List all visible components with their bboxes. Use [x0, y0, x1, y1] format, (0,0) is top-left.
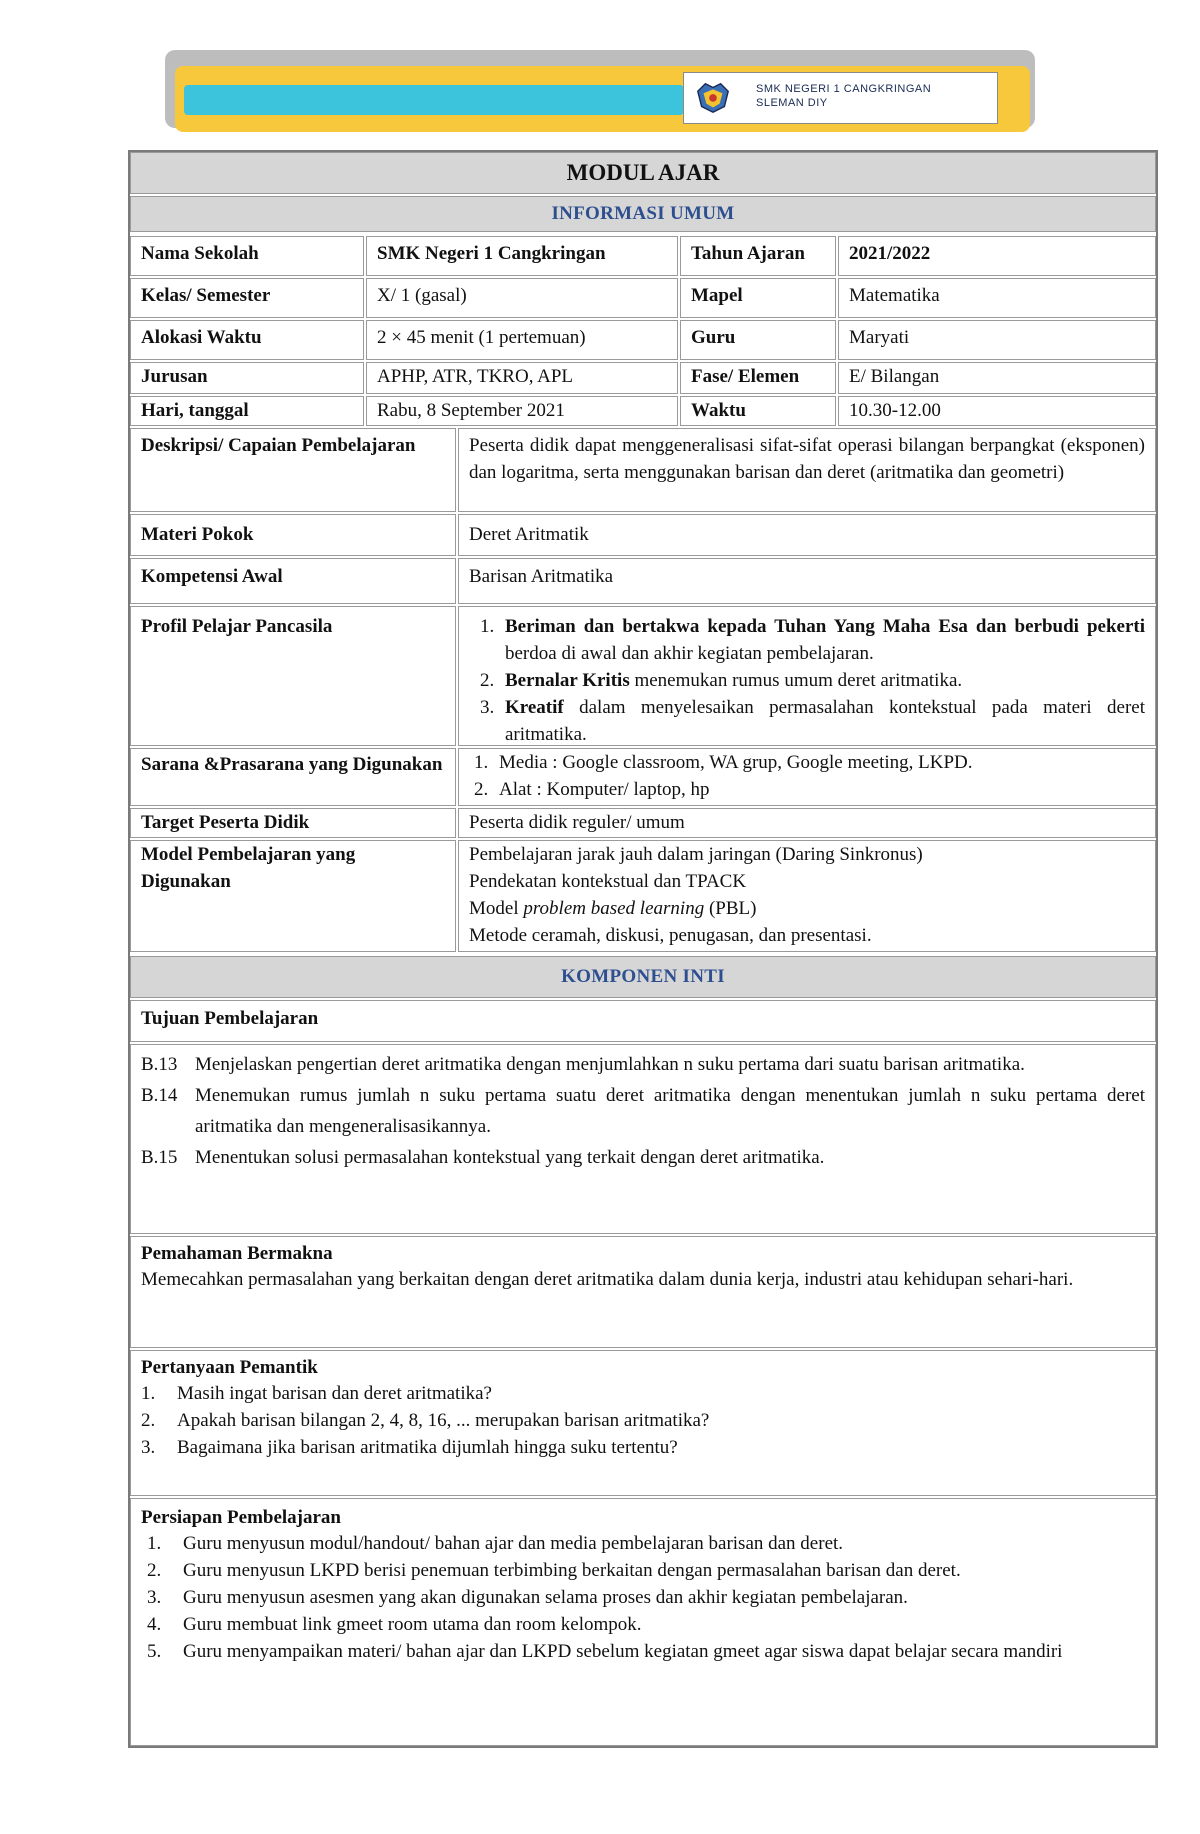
pertanyaan-item: [141, 1434, 1145, 1461]
value-sarana: [458, 748, 1156, 806]
label-tujuan: Tujuan Pembelajaran: [130, 1000, 1156, 1042]
label-pemahaman: Pemahaman Bermakna: [141, 1243, 333, 1264]
school-logo-line1: SMK NEGERI 1 CANGKRINGAN: [756, 83, 932, 95]
label-profil-pancasila: Profil Pelajar Pancasila: [130, 606, 456, 746]
model-line-italic: problem based learning: [523, 898, 705, 919]
label-mapel: Mapel: [680, 278, 836, 318]
value-kompetensi-awal: Barisan Aritmatika: [458, 558, 1156, 604]
profil-item-bold: Bernalar Kritis: [505, 670, 630, 691]
value-alokasi-waktu: 2 × 45 menit (1 pertemuan): [366, 320, 678, 360]
objective-code: B.14: [141, 1085, 178, 1106]
list-marker: 1.: [141, 1383, 156, 1404]
objective-code: B.13: [141, 1054, 178, 1075]
value-guru: Maryati: [838, 320, 1156, 360]
value-hari-tanggal: Rabu, 8 September 2021: [366, 396, 678, 426]
value-fase: E/ Bilangan: [838, 362, 1156, 394]
persiapan-item: [141, 1611, 1145, 1638]
persiapan-text: Guru membuat link gmeet room utama dan room kelompok.: [183, 1614, 642, 1635]
persiapan-item: [141, 1557, 1145, 1584]
pertanyaan-item: [141, 1380, 1145, 1407]
school-logo-line2: SLEMAN DIY: [756, 97, 828, 109]
label-pertanyaan: Pertanyaan Pemantik: [141, 1357, 318, 1378]
label-nama-sekolah: Nama Sekolah: [130, 236, 364, 276]
label-kelas: Kelas/ Semester: [130, 278, 364, 318]
persiapan-box: [130, 1498, 1156, 1746]
profil-item: [499, 667, 1145, 694]
list-marker: 2.: [147, 1560, 162, 1581]
pemahaman-box: [130, 1236, 1156, 1348]
label-guru: Guru: [680, 320, 836, 360]
list-marker: 2.: [141, 1410, 156, 1431]
label-model: Model Pembelajaran yang Digunakan: [130, 840, 456, 952]
objective-code: B.15: [141, 1147, 178, 1168]
header-banner-stripe: [184, 85, 684, 115]
pertanyaan-list: [141, 1380, 1145, 1461]
value-kelas: X/ 1 (gasal): [366, 278, 678, 318]
label-hari-tanggal: Hari, tanggal: [130, 396, 364, 426]
school-crest-icon: [694, 78, 732, 116]
list-marker: 5.: [147, 1641, 162, 1662]
persiapan-item: [141, 1530, 1145, 1557]
model-line: [469, 895, 1145, 922]
sarana-item: 1. Media : Google classroom, WA grup, Google meeting, LKPD.: [493, 749, 1145, 776]
profil-item-text: berdoa di awal dan akhir kegiatan pembelajaran.: [505, 643, 874, 664]
school-logo-text: [756, 82, 931, 110]
label-waktu: Waktu: [680, 396, 836, 426]
sarana-list: [469, 749, 1145, 803]
persiapan-text: Guru menyusun asesmen yang akan digunakan selama proses dan akhir kegiatan pembelajaran.: [183, 1587, 908, 1608]
page-title: MODUL AJAR: [130, 152, 1156, 194]
persiapan-item: [141, 1584, 1145, 1611]
value-jurusan: APHP, ATR, TKRO, APL: [366, 362, 678, 394]
pertanyaan-item: [141, 1407, 1145, 1434]
model-line: Pendekatan kontekstual dan TPACK: [469, 871, 747, 892]
value-target: Peserta didik reguler/ umum: [458, 808, 1156, 838]
komponen-inti-heading: KOMPONEN INTI: [130, 956, 1156, 998]
pertanyaan-text: Apakah barisan bilangan 2, 4, 8, 16, ... merupakan barisan aritmatika?: [177, 1410, 710, 1431]
persiapan-text: Guru menyampaikan materi/ bahan ajar dan LKPD sebelum kegiatan gmeet agar siswa dapat belajar secara mandiri: [183, 1641, 1063, 1662]
objective-text: Menentukan solusi permasalahan kontekstual yang terkait dengan deret aritmatika.: [195, 1147, 825, 1168]
label-kompetensi-awal: Kompetensi Awal: [130, 558, 456, 604]
label-sarana: Sarana &Prasarana yang Digunakan: [130, 748, 456, 806]
label-materi-pokok: Materi Pokok: [130, 514, 456, 556]
model-line: Metode ceramah, diskusi, penugasan, dan presentasi.: [469, 925, 872, 946]
profil-item-text: menemukan rumus umum deret aritmatika.: [629, 670, 963, 691]
tujuan-box: [130, 1044, 1156, 1234]
profil-list: [469, 613, 1145, 748]
label-jurusan: Jurusan: [130, 362, 364, 394]
model-line-suffix: (PBL): [704, 898, 757, 919]
profil-item-bold: Beriman dan bertakwa kepada Tuhan Yang Maha Esa dan berbudi pekerti: [505, 616, 1145, 637]
objective-item: [141, 1049, 1145, 1080]
value-profil-pancasila: [458, 606, 1156, 746]
profil-item: [499, 613, 1145, 667]
persiapan-text: Guru menyusun LKPD berisi penemuan terbimbing berkaitan dengan permasalahan barisan dan deret.: [183, 1560, 961, 1581]
objective-item: [141, 1142, 1145, 1173]
objective-text: Menemukan rumus jumlah n suku pertama suatu deret aritmatika dengan menentukan jumlah n suku pertama deret aritmatika dan mengeneralisasikannya.: [195, 1085, 1145, 1137]
school-logo-box: [683, 72, 998, 124]
value-mapel: Matematika: [838, 278, 1156, 318]
value-nama-sekolah: SMK Negeri 1 Cangkringan: [366, 236, 678, 276]
sarana-item: 2. Alat : Komputer/ laptop, hp: [493, 776, 1145, 803]
profil-item: [499, 694, 1145, 748]
objective-text: Menjelaskan pengertian deret aritmatika dengan menjumlahkan n suku pertama dari suatu barisan aritmatika.: [195, 1054, 1025, 1075]
profil-item-bold: Kreatif: [505, 697, 564, 718]
objective-item: [141, 1080, 1145, 1142]
list-marker: 4.: [147, 1614, 162, 1635]
label-tahun-ajaran: Tahun Ajaran: [680, 236, 836, 276]
profil-item-text: dalam menyelesaikan permasalahan kontekstual pada materi deret aritmatika.: [505, 697, 1145, 745]
value-waktu: 10.30-12.00: [838, 396, 1156, 426]
label-alokasi-waktu: Alokasi Waktu: [130, 320, 364, 360]
value-materi-pokok: Deret Aritmatik: [458, 514, 1156, 556]
pertanyaan-box: [130, 1350, 1156, 1496]
pertanyaan-text: Masih ingat barisan dan deret aritmatika?: [177, 1383, 492, 1404]
value-tahun-ajaran: 2021/2022: [838, 236, 1156, 276]
value-model: [458, 840, 1156, 952]
persiapan-text: Guru menyusun modul/handout/ bahan ajar dan media pembelajaran barisan dan deret.: [183, 1533, 844, 1554]
model-line-prefix: Model: [469, 898, 524, 919]
label-fase: Fase/ Elemen: [680, 362, 836, 394]
model-line: Pembelajaran jarak jauh dalam jaringan (Daring Sinkronus): [469, 844, 923, 865]
label-deskripsi: Deskripsi/ Capaian Pembelajaran: [130, 428, 456, 512]
label-target: Target Peserta Didik: [130, 808, 456, 838]
value-deskripsi: Peserta didik dapat menggeneralisasi sifat-sifat operasi bilangan berpangkat (eksponen) dan logaritma, serta menggunakan barisan dan deret (aritmatika dan geometri): [458, 428, 1156, 512]
label-persiapan: Persiapan Pembelajaran: [141, 1507, 342, 1528]
pertanyaan-text: Bagaimana jika barisan aritmatika dijumlah hingga suku tertentu?: [177, 1437, 678, 1458]
list-marker: 1.: [147, 1533, 162, 1554]
informasi-umum-heading: INFORMASI UMUM: [130, 196, 1156, 232]
list-marker: 3.: [141, 1437, 156, 1458]
persiapan-list: [141, 1530, 1145, 1665]
list-marker: 3.: [147, 1587, 162, 1608]
value-pemahaman: Memecahkan permasalahan yang berkaitan dengan deret aritmatika dalam dunia kerja, industri atau kehidupan sehari-hari.: [141, 1269, 1074, 1290]
persiapan-item: [141, 1638, 1145, 1665]
